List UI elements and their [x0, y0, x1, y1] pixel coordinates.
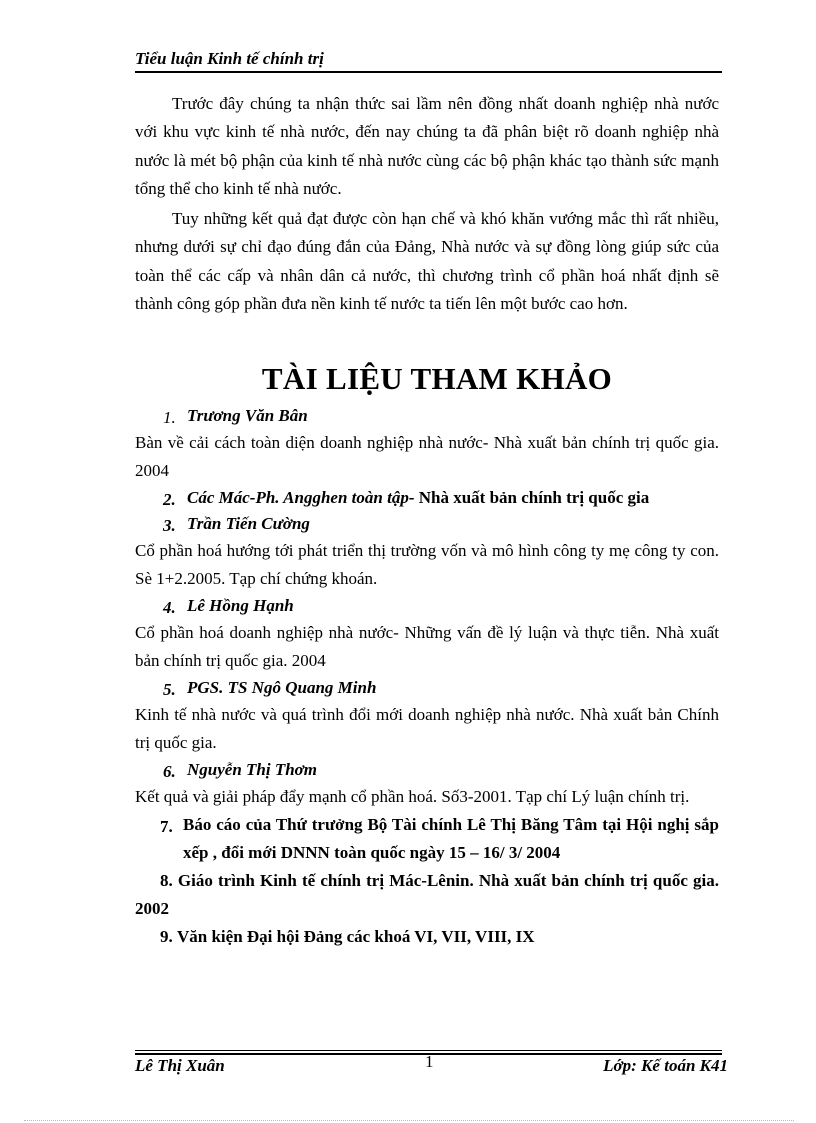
- reference-item-6: [135, 757, 719, 811]
- footer-author: Lê Thị Xuân: [135, 1056, 225, 1075]
- reference-author: Trương Văn Bân: [187, 406, 308, 426]
- footer-class: Lớp: Kế toán K41: [603, 1056, 728, 1075]
- reference-publisher: Nhà xuất bản chính trị quốc gia: [414, 488, 650, 508]
- reference-item-5: [135, 675, 719, 757]
- reference-number: 2.: [163, 490, 176, 510]
- reference-item-3: [135, 511, 719, 593]
- reference-item-4: [135, 593, 719, 675]
- reference-author: PGS. TS Ngô Quang Minh: [187, 678, 377, 698]
- reference-author: Các Mác-Ph. Angghen toàn tập-: [187, 488, 415, 508]
- references-title: TÀI LIỆU THAM KHẢO: [261, 361, 613, 397]
- reference-item-9: [135, 923, 719, 951]
- header-divider: [135, 71, 722, 73]
- reference-item-7: [135, 811, 719, 867]
- paragraph-1: Trước đây chúng ta nhận thức sai lầm nên đồng nhất doanh nghiệp nhà nước với khu vực kinh tế nhà nước, đến nay chúng ta đã phân biệt rõ doanh nghiệp nhà nước là mét bộ phận của kinh tế nhà nước cùng các bộ phận khác tạo thành sức mạnh tổng thể cho kinh tế nhà nước.: [135, 94, 719, 198]
- reference-number: 7.: [160, 817, 173, 837]
- reference-item-8: [135, 867, 719, 923]
- reference-number: 3.: [163, 516, 176, 536]
- reference-text: Giáo trình Kinh tế chính trị Mác-Lênin. Nhà xuất bản chính trị quốc gia. 2002: [135, 871, 719, 919]
- page-content: [135, 90, 719, 951]
- reference-text: Báo cáo của Thứ trưởng Bộ Tài chính Lê Thị Băng Tâm tại Hội nghị sắp xếp , đổi mới DNNN toàn quốc ngày 15 – 16/ 3/ 2004: [183, 815, 719, 863]
- reference-author: Lê Hồng Hạnh: [187, 596, 294, 616]
- reference-number: 5.: [163, 680, 176, 700]
- reference-item-2: [135, 485, 719, 511]
- reference-description: Bàn về cải cách toàn diện doanh nghiệp nhà nước- Nhà xuất bản chính trị quốc gia. 2004: [135, 433, 719, 481]
- page-number: 1: [425, 1052, 434, 1071]
- reference-text: Văn kiện Đại hội Đảng các khoá VI, VII, VIII, IX: [177, 927, 535, 947]
- page-bottom-edge: [24, 1120, 794, 1121]
- reference-author: Trần Tiến Cường: [187, 514, 310, 534]
- reference-description: Kinh tế nhà nước và quá trình đổi mới doanh nghiệp nhà nước. Nhà xuất bản Chính trị quốc gia.: [135, 705, 719, 753]
- page-header-title: Tiểu luận Kinh tế chính trị: [135, 49, 324, 68]
- reference-number: 8.: [160, 871, 173, 891]
- reference-description: Kết quả và giải pháp đẩy mạnh cổ phần hoá. Số3-2001. Tạp chí Lý luận chính trị.: [135, 787, 690, 807]
- reference-number: 4.: [163, 598, 176, 618]
- reference-number: 9.: [160, 927, 173, 947]
- reference-number: 1.: [163, 408, 176, 428]
- reference-item-1: [135, 403, 719, 485]
- paragraph-2: Tuy những kết quả đạt được còn hạn chế và khó khăn vướng mắc thì rất nhiều, nhưng dưới sự chỉ đạo đúng đắn của Đảng, Nhà nước và sự đồng lòng giúp sức của toàn thể các cấp và nhân dân cả nước, thì chương trình cổ phần hoá nhất định sẽ thành công góp phần đưa nền kinh tế nước ta tiến lên một bước cao hơn.: [135, 209, 719, 314]
- footer-divider-thin: [135, 1050, 722, 1051]
- reference-description: Cổ phần hoá hướng tới phát triển thị trường vốn và mô hình công ty mẹ công ty con. Sè 1+2.2005. Tạp chí chứng khoán.: [135, 541, 719, 589]
- reference-author: Nguyễn Thị Thơm: [187, 760, 318, 780]
- reference-number: 6.: [163, 762, 176, 782]
- reference-description: Cổ phần hoá doanh nghiệp nhà nước- Những vấn đề lý luận và thực tiễn. Nhà xuất bản chính trị quốc gia. 2004: [135, 623, 719, 671]
